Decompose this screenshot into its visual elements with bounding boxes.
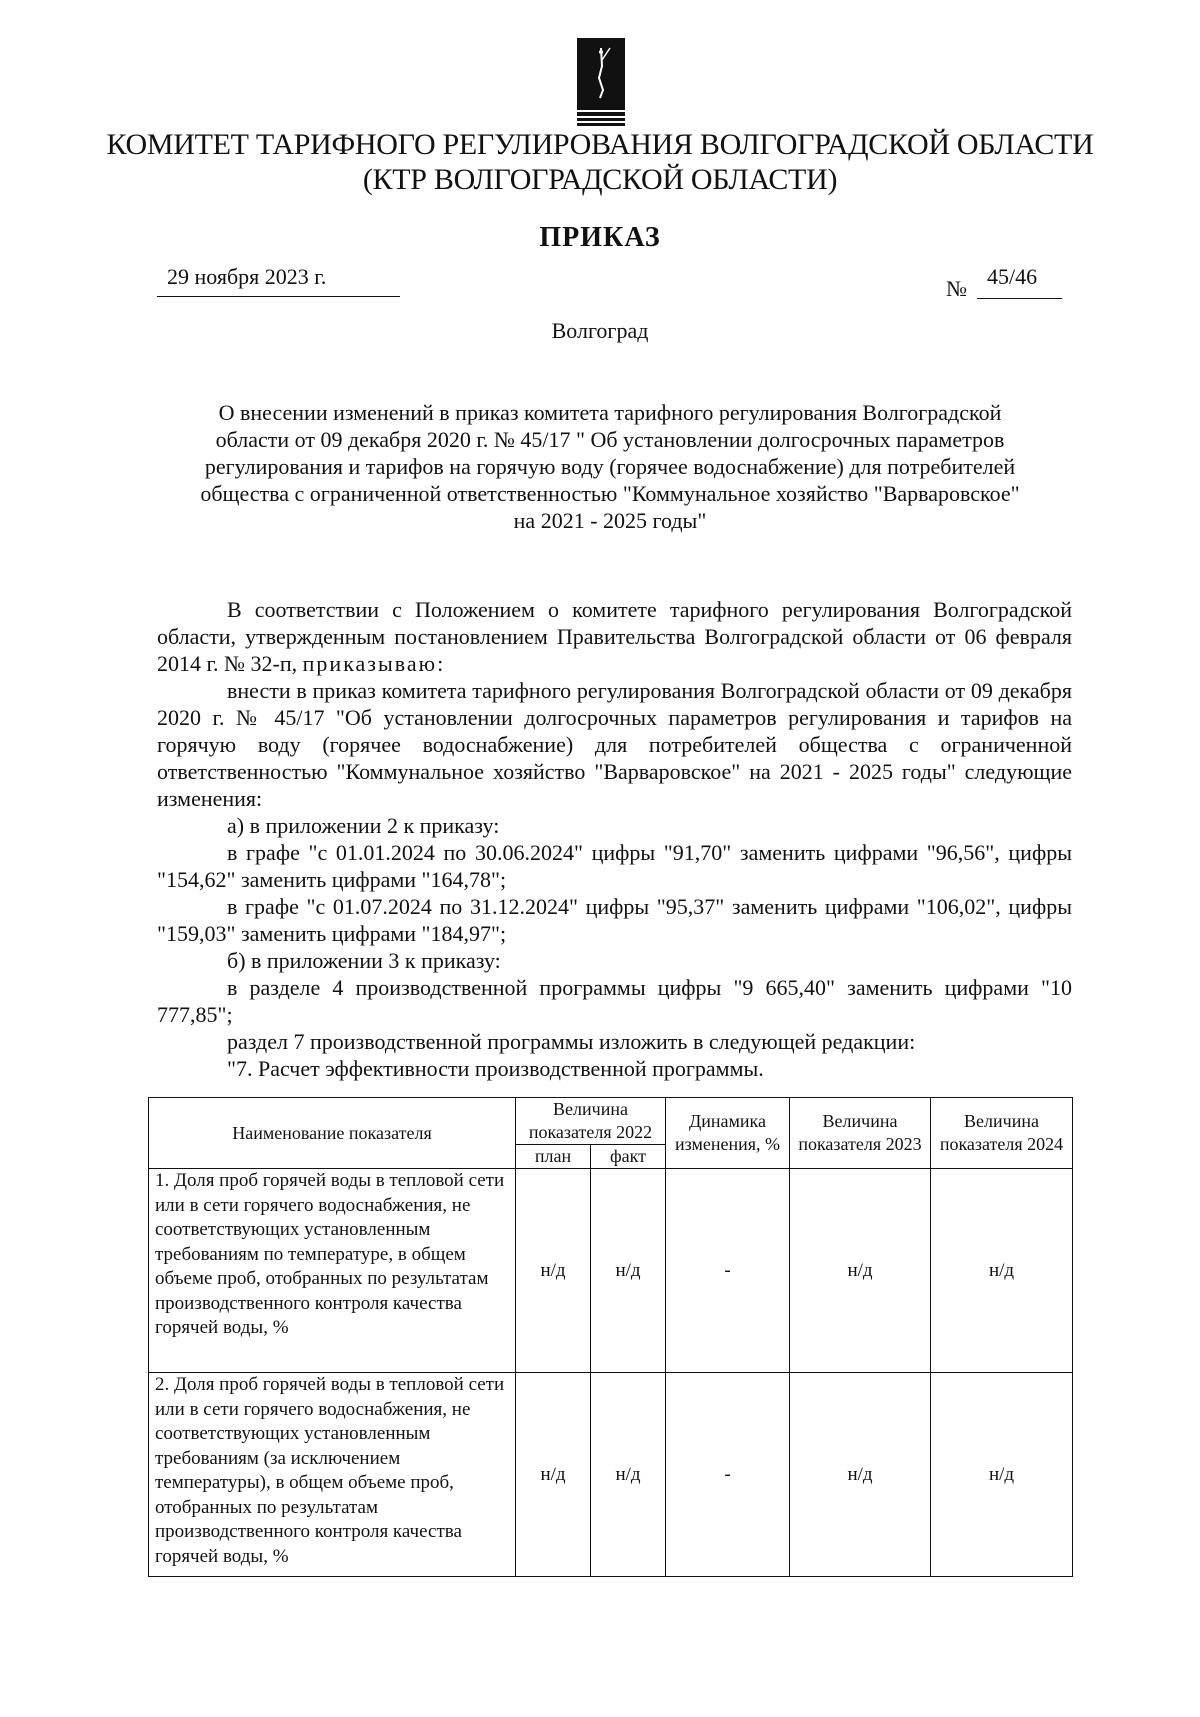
indicator-name: 2. Доля проб горячей воды в тепловой сети или в сети горячего водоснабжения, не соответствующих установленным требованиям (за исключением температуры), в общем объеме проб, отобранных по результатам производственного контроля качества горячей воды, % — [149, 1373, 516, 1577]
basis-text: В соответствии с Положением о комитете тарифного регулирования Волгоградской области, утвержденным постановлением Правительства Волгоградской области от 06 февраля 2014 г. № 32-п, — [157, 597, 1072, 676]
value-2023: н/д — [790, 1373, 931, 1577]
document-type-title: ПРИКАЗ — [539, 222, 661, 253]
plan-value: н/д — [516, 1169, 591, 1373]
subject-line: области от 09 декабря 2020 г. № 45/17 " Об установлении долгосрочных параметров — [215, 427, 1005, 452]
subject-line: на 2021 - 2025 годы" — [513, 508, 707, 533]
body-paragraph: раздел 7 производственной программы изложить в следующей редакции: — [227, 1029, 916, 1054]
order-date: 29 ноября 2023 г. — [167, 264, 327, 289]
indicator-name: 1. Доля проб горячей воды в тепловой сети или в сети горячего водоснабжения, не соответствующих установленным требованиям по температуре, в общем объеме проб, отобранных по результатам производственного контроля качества горячей воды, % — [149, 1169, 516, 1373]
order-subject — [150, 399, 1070, 534]
value-2023: н/д — [790, 1169, 931, 1373]
dynamics-value: - — [666, 1373, 790, 1577]
body-paragraph: б) в приложении 3 к приказу: — [227, 948, 501, 973]
city: Волгоград — [551, 318, 649, 343]
order-number: 45/46 — [987, 264, 1038, 289]
organization-abbreviation: (КТР ВОЛГОГРАДСКОЙ ОБЛАСТИ) — [362, 163, 838, 196]
header-value-2022: Величина показателя 2022 — [516, 1098, 666, 1145]
dynamics-value: - — [666, 1169, 790, 1373]
header-dynamics: Динамика изменения, % — [666, 1098, 790, 1169]
header-fact: факт — [591, 1145, 666, 1169]
header-value-2023: Величина показателя 2023 — [790, 1098, 931, 1169]
header-value-2024: Величина показателя 2024 — [931, 1098, 1073, 1169]
header-indicator-name: Наименование показателя — [149, 1098, 516, 1169]
number-sign: № — [946, 276, 967, 301]
fact-value: н/д — [591, 1373, 666, 1577]
subject-line: регулирования и тарифов на горячую воду (горячее водоснабжение) для потребителей — [204, 454, 1016, 479]
order-number-field — [977, 264, 1062, 299]
body-paragraph: а) в приложении 2 к приказу: — [227, 813, 500, 838]
plan-value: н/д — [516, 1373, 591, 1577]
organization-name: КОМИТЕТ ТАРИФНОГО РЕГУЛИРОВАНИЯ ВОЛГОГРАДСКОЙ ОБЛАСТИ — [106, 128, 1094, 161]
volgograd-emblem-icon — [577, 38, 625, 128]
body-paragraph: в разделе 4 производственной программы цифры "9 665,40" заменить цифрами "10 777,85"; — [157, 975, 1072, 1027]
value-2024: н/д — [931, 1373, 1073, 1577]
efficiency-table — [148, 1097, 1073, 1577]
body-paragraph: в графе "с 01.07.2024 по 31.12.2024" цифры "95,37" заменить цифрами "106,02", цифры "159,03" заменить цифрами "184,97"; — [157, 894, 1072, 946]
body-paragraph: внести в приказ комитета тарифного регулирования Волгоградской области от 09 декабря 2020 г. № 45/17 "Об установлении долгосрочных параметров регулирования и тарифов на горячую воду (горячее водоснабжение) для потребителей общества с ограниченной ответственностью "Коммунальное хозяйство "Варваровское" на 2021 - 2025 годы" следующие изменения: — [157, 678, 1072, 811]
body-paragraph — [157, 596, 1072, 677]
fact-value: н/д — [591, 1169, 666, 1373]
value-2024: н/д — [931, 1169, 1073, 1373]
body-paragraph: в графе "с 01.01.2024 по 30.06.2024" цифры "91,70" заменить цифрами "96,56", цифры "154,62" заменить цифрами "164,78"; — [157, 840, 1072, 892]
table-row — [149, 1373, 1073, 1577]
order-body — [157, 596, 1072, 1082]
subject-line: общества с ограниченной ответственностью "Коммунальное хозяйство "Варваровское" — [200, 481, 1020, 506]
order-date-field — [157, 262, 400, 297]
table-row — [149, 1169, 1073, 1373]
body-paragraph: "7. Расчет эффективности производственной программы. — [227, 1056, 764, 1081]
header-plan: план — [516, 1145, 591, 1169]
order-keyword: приказываю: — [302, 651, 446, 676]
subject-line: О внесении изменений в приказ комитета тарифного регулирования Волгоградской — [218, 400, 1002, 425]
